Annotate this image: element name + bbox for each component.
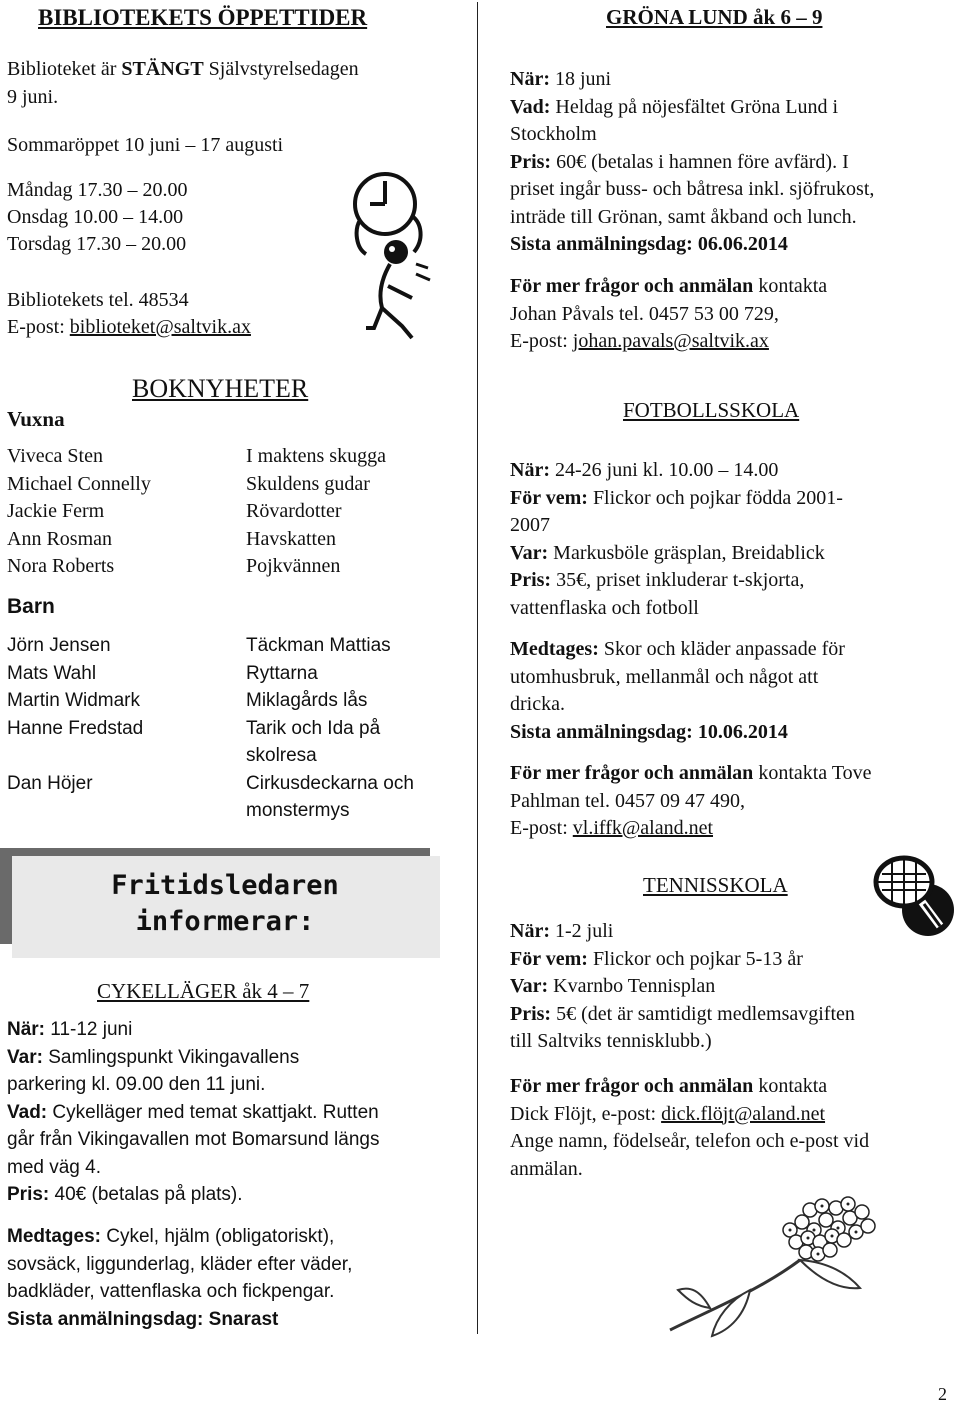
fotboll-for [510, 485, 843, 513]
cykel-when [7, 1016, 379, 1044]
closed-pre: Biblioteket är [7, 58, 122, 80]
label: För vem: [510, 947, 588, 970]
cykel-heading-text: CYKELLÄGER åk 4 – 7 [97, 979, 310, 1003]
fotboll-bring-3: dricka. [510, 693, 565, 715]
value: Cykel, hjälm (obligatoriskt), [100, 1226, 335, 1247]
list-item: monstermys [246, 800, 350, 821]
cykel-what [7, 1099, 379, 1127]
fotboll-contact-name: Pahlman tel. 0457 09 47 490, [510, 789, 745, 812]
tennis-register-1: Ange namn, födelseår, telefon och e-post vid [510, 1130, 870, 1152]
fotboll-heading: FOTBOLLSSKOLA [623, 398, 800, 422]
grona-when [510, 66, 874, 94]
label: För mer frågor och anmälan [510, 762, 754, 784]
label: Pris: [510, 150, 552, 173]
adult-titles [246, 443, 386, 581]
cykel-bring-2: sovsäck, liggunderlag, kläder efter väder, [7, 1253, 353, 1275]
value: Skor och kläder anpassade för [598, 638, 845, 660]
tennis-contact-line [510, 1101, 869, 1129]
summer-hours: Sommaröppet 10 juni – 17 augusti [7, 134, 284, 156]
value: kontakta Tove [753, 762, 872, 784]
list-item: Jörn Jensen [7, 635, 111, 656]
list-item: Dan Höjer [7, 772, 93, 794]
fotboll-bring-2 [510, 664, 845, 692]
list-item: Pojkvännen [246, 555, 341, 577]
grona-more [510, 273, 827, 301]
hours-wednesday: Onsdag 10.00 – 14.00 [7, 206, 184, 228]
value: Markusböle gräsplan, Breidablick [548, 541, 825, 564]
value: kontakta [753, 1075, 828, 1097]
cykel-where [7, 1044, 379, 1072]
book-news-heading-text: BOKNYHETER [132, 374, 309, 403]
value: 40€ (betalas på plats). [49, 1184, 243, 1205]
fotboll-contact [510, 760, 872, 843]
tennis-racket-icon [866, 852, 956, 938]
library-email-line [7, 314, 251, 342]
email-label: E-post: [510, 330, 573, 352]
library-closed-line [7, 56, 359, 84]
tennis-contact [510, 1073, 869, 1183]
label: När: [510, 459, 550, 481]
value: Heldag på nöjesfältet Gröna Lund i [550, 95, 839, 118]
list-item: Mats Wahl [7, 662, 97, 684]
value: 18 juni [549, 68, 612, 90]
library-email-link[interactable]: biblioteket@saltvik.ax [69, 316, 251, 338]
grona-what [510, 94, 874, 122]
email-label: E-post: [7, 316, 70, 338]
page-number: 2 [938, 1384, 947, 1404]
adult-label: Vuxna [7, 407, 65, 431]
fotboll-email-link[interactable]: vl.iffk@aland.net [572, 817, 714, 839]
tennis-heading: TENNISSKOLA [643, 873, 788, 897]
list-item: Täckman Mattias [246, 635, 391, 656]
fotboll-email-line [510, 815, 872, 843]
library-hours-heading: BIBLIOTEKETS ÖPPETTIDER [38, 5, 368, 30]
value: Cykelläger med temat skattjakt. Rutten [47, 1101, 379, 1123]
grona-contact [510, 273, 827, 356]
fotboll-for-2: 2007 [510, 514, 550, 536]
grona-price [510, 149, 874, 177]
cykel-what-2: går från Vikingavallen mot Bomarsund längs [7, 1129, 380, 1150]
list-item: Ryttarna [246, 662, 318, 684]
fritid-box [12, 856, 440, 958]
fotboll-deadline: Sista anmälningsdag: 10.06.2014 [510, 720, 788, 743]
list-item: Jackie Ferm [7, 500, 105, 522]
list-item: Ann Rosman [7, 527, 112, 550]
list-item: Nora Roberts [7, 555, 115, 577]
cykel-deadline: Sista anmälningsdag: Snarast [7, 1308, 279, 1330]
fritid-heading [12, 868, 440, 940]
email-label: E-post: [510, 817, 573, 839]
list-item: Martin Widmark [7, 690, 141, 711]
fotboll-price-2: vattenflaska och fotboll [510, 596, 699, 619]
tennis-register-2: anmälan. [510, 1157, 583, 1180]
list-item: Michael Connelly [7, 472, 151, 495]
list-item: Havskatten [246, 527, 336, 550]
closed-bold: STÄNGT [121, 58, 204, 80]
list-item: Cirkusdeckarna och [246, 772, 414, 794]
grona-email-link[interactable]: johan.pavals@saltvik.ax [572, 330, 769, 352]
list-item: Tarik och Ida på [246, 717, 381, 739]
grona-contact-name: Johan Påvals tel. 0457 53 00 729, [510, 302, 779, 325]
cykel-details [7, 1016, 379, 1209]
library-closed-line-2: 9 juni. [7, 86, 59, 108]
label: När: [510, 68, 550, 90]
list-item: Skuldens gudar [246, 472, 370, 495]
tennis-where [510, 973, 855, 1001]
list-item: skolresa [246, 745, 317, 766]
tennis-when [510, 918, 855, 946]
kids-label: Barn [7, 595, 55, 618]
tennis-details [510, 918, 855, 1056]
fritid-line-2: informerar: [135, 906, 315, 937]
value: utomhusbruk [510, 665, 616, 688]
label: Pris: [510, 569, 552, 591]
kids-authors [7, 632, 143, 797]
label: När: [510, 920, 550, 942]
value: 11-12 juni [45, 1019, 133, 1040]
fotboll-price [510, 567, 843, 595]
list-item: Rövardotter [246, 500, 342, 522]
value: Flickor och pojkar födda 2001- [587, 486, 843, 509]
label: Medtages: [510, 638, 599, 660]
clock-person-icon [352, 168, 444, 348]
value: , mellanmål och något att [615, 665, 819, 688]
tennis-price [510, 1001, 855, 1029]
label: Pris: [7, 1184, 50, 1205]
label: Pris: [510, 1002, 552, 1025]
list-item: Viveca Sten [7, 445, 103, 467]
tennis-more [510, 1073, 869, 1101]
label: Vad: [510, 95, 551, 118]
list-item: I maktens skugga [246, 445, 386, 467]
value: Flickor och pojkar 5-13 år [587, 947, 803, 970]
fotboll-bring [510, 636, 845, 746]
fritid-line-1: Fritidsledaren [111, 870, 339, 901]
grona-deadline: Sista anmälningsdag: 06.06.2014 [510, 233, 788, 255]
value: Samlingspunkt Vikingavallens [42, 1046, 300, 1068]
hours-monday: Måndag 17.30 – 20.00 [7, 179, 188, 201]
closed-post: Självstyrelsedagen [203, 58, 359, 80]
value: 60€ (betalas i hamnen före avfärd). I [551, 150, 849, 173]
label: Var: [510, 975, 549, 997]
grona-email-line [510, 328, 827, 356]
fotboll-details [510, 457, 843, 622]
list-item: Hanne Fredstad [7, 717, 144, 739]
label: Vad: [7, 1101, 48, 1123]
fotboll-when [510, 457, 843, 485]
kids-titles [246, 632, 414, 825]
fotboll-more [510, 760, 872, 788]
grona-price-2: priset ingår buss- och båtresa inkl. sjöfrukost, [510, 178, 875, 200]
value: 35€, priset inkluderar t-skjorta, [551, 569, 805, 591]
grona-what-2: Stockholm [510, 123, 597, 145]
tennis-email-link[interactable]: dick.flöjt@aland.net [661, 1102, 826, 1125]
value: 5€ (det är samtidigt medlemsavgiften [551, 1002, 855, 1025]
library-tel: Bibliotekets tel. 48534 [7, 289, 189, 311]
cykel-bring-1 [7, 1223, 352, 1251]
fotboll-where [510, 540, 843, 568]
label: För mer frågor och anmälan [510, 1075, 754, 1097]
label: Var: [7, 1046, 43, 1068]
label: För mer frågor och anmälan [510, 275, 754, 297]
column-divider [477, 2, 478, 1334]
lilac-flower-icon [650, 1190, 900, 1340]
cykel-bring [7, 1223, 352, 1333]
cykel-bring-3: badkläder, vattenflaska och fickpengar. [7, 1281, 335, 1302]
value: kontakta [753, 275, 828, 297]
contact-pre: Dick Flöjt, e-post: [510, 1102, 662, 1125]
value: Kvarnbo Tennisplan [548, 975, 716, 997]
grona-details [510, 66, 874, 259]
tennis-price-2: till Saltviks tennisklubb.) [510, 1030, 712, 1052]
grona-price-3: inträde till Grönan, samt åkband och lunch. [510, 205, 857, 228]
label: Var: [510, 541, 549, 564]
tennis-for [510, 946, 855, 974]
adult-authors [7, 443, 151, 581]
cykel-what-3: med väg 4. [7, 1156, 101, 1178]
book-news-heading [132, 374, 308, 404]
label: När: [7, 1019, 46, 1040]
label: Medtages: [7, 1226, 101, 1247]
hours-thursday: Torsdag 17.30 – 20.00 [7, 233, 187, 255]
value: 24-26 juni kl. 10.00 – 14.00 [549, 459, 779, 481]
value: 1-2 juli [549, 920, 614, 942]
list-item: Miklagårds lås [246, 690, 368, 711]
cykel-where-2: parkering kl. 09.00 den 11 juni. [7, 1074, 266, 1095]
label: För vem: [510, 486, 588, 509]
grona-heading: GRÖNA LUND åk 6 – 9 [606, 5, 823, 29]
cykel-price [7, 1181, 379, 1209]
fotboll-bring-1 [510, 636, 845, 664]
cykel-heading [97, 979, 309, 1004]
